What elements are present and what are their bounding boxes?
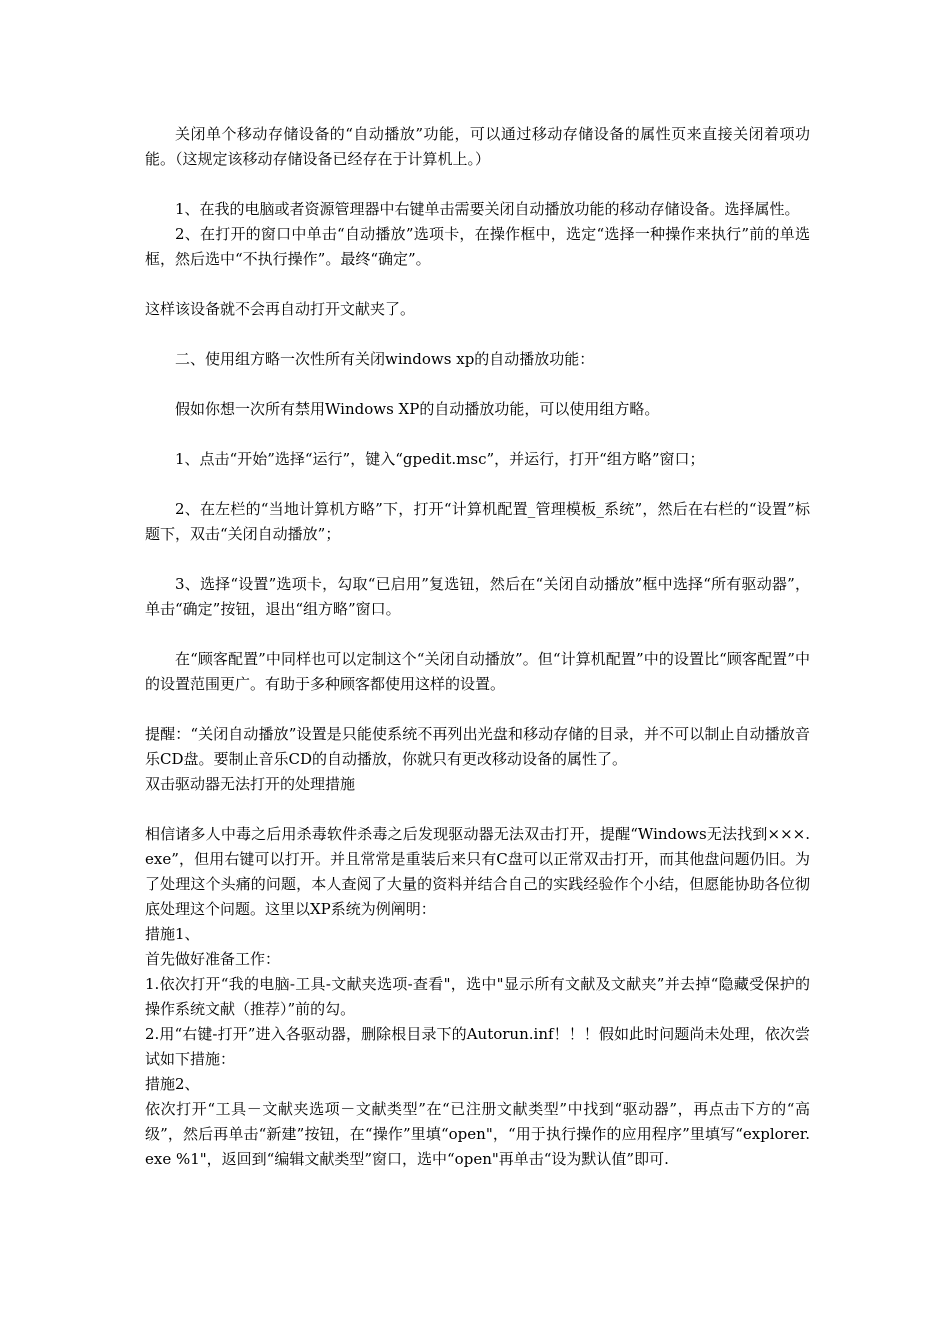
paragraph: 1、点击“开始”选择“运行”，键入“gpedit.msc”，并运行，打开“组方略”窗口； [175, 450, 705, 468]
paragraph: 二、使用组方略一次性所有关闭windows xp的自动播放功能： [175, 350, 595, 368]
paragraph: 2、在左栏的“当地计算机方略”下，打开“计算机配置_管理模板_系统”，然后在右栏的“设置”标题下，双击“关闭自动播放”； [145, 500, 810, 543]
paragraph-spacer [145, 472, 810, 497]
paragraph: 关闭单个移动存储设备的“自动播放”功能，可以通过移动存储设备的属性页来直接关闭着项功能。（这规定该移动存储设备已经存在于计算机上。） [145, 125, 810, 168]
paragraph-spacer [145, 172, 810, 197]
paragraph-spacer [145, 622, 810, 647]
paragraph: 1、在我的电脑或者资源管理器中右键单击需要关闭自动播放功能的移动存储设备。选择属性。 [175, 200, 800, 218]
paragraph: 2、在打开的窗口中单击“自动播放”选项卡，在操作框中，选定“选择一种操作来执行”前的单选框，然后选中“不执行操作”。最终“确定”。 [145, 225, 810, 268]
paragraph: 1.依次打开“我的电脑-工具-文献夹选项-查看"，选中"显示所有文献及文献夹”并去掉“隐藏受保护的操作系统文献（推荐）”前的勾。 [145, 975, 810, 1018]
paragraph: 在“顾客配置”中同样也可以定制这个“关闭自动播放”。但“计算机配置”中的设置比“顾客配置”中的设置范围更广。有助于多种顾客都使用这样的设置。 [145, 650, 810, 693]
paragraph: 这样该设备就不会再自动打开文献夹了。 [145, 300, 416, 318]
paragraph: 假如你想一次所有禁用Windows XP的自动播放功能，可以使用组方略。 [175, 400, 660, 418]
paragraph: 双击驱动器无法打开的处理措施 [145, 775, 356, 793]
paragraph-spacer [145, 372, 810, 397]
paragraph-spacer [145, 797, 810, 822]
paragraph: 措施1、 [145, 925, 200, 943]
paragraph: 首先做好准备工作： [145, 950, 281, 968]
paragraph: 依次打开“工具－文献夹选项－文献类型”在“已注册文献类型”中找到“驱动器”，再点击下方的“高级”，然后再单击“新建”按钮，在“操作”里填“open"，“用于执行操作的应用程序”里填写“explorer.exe %1"，返回到“编辑文献类型”窗口，选中“open"再单击“设为默认值”即可. [145, 1100, 810, 1168]
paragraph-spacer [145, 547, 810, 572]
paragraph: 2.用“右键-打开”进入各驱动器，删除根目录下的Autorun.inf！！！假如此时问题尚未处理，依次尝试如下措施： [145, 1025, 810, 1068]
paragraph-spacer [145, 697, 810, 722]
paragraph: 提醒：“关闭自动播放”设置是只能使系统不再列出光盘和移动存储的目录，并不可以制止自动播放音乐CD盘。要制止音乐CD的自动播放，你就只有更改移动设备的属性了。 [145, 725, 810, 768]
paragraph-spacer [145, 272, 810, 297]
document-body [145, 122, 810, 1172]
paragraph: 措施2、 [145, 1075, 200, 1093]
paragraph-spacer [145, 422, 810, 447]
paragraph: 相信诸多人中毒之后用杀毒软件杀毒之后发现驱动器无法双击打开，提醒“Windows无法找到×××.exe”，但用右键可以打开。并且常常是重装后来只有C盘可以正常双击打开，而其他盘问题仍旧。为了处理这个头痛的问题，本人查阅了大量的资料并结合自己的实践经验作个小结，但愿能协助各位彻底处理这个问题。这里以XP系统为例阐明： [145, 825, 810, 918]
paragraph: 3、选择“设置”选项卡，勾取“已启用”复选钮，然后在“关闭自动播放”框中选择“所有驱动器”，单击“确定”按钮，退出“组方略”窗口。 [145, 575, 810, 618]
paragraph-spacer [145, 322, 810, 347]
